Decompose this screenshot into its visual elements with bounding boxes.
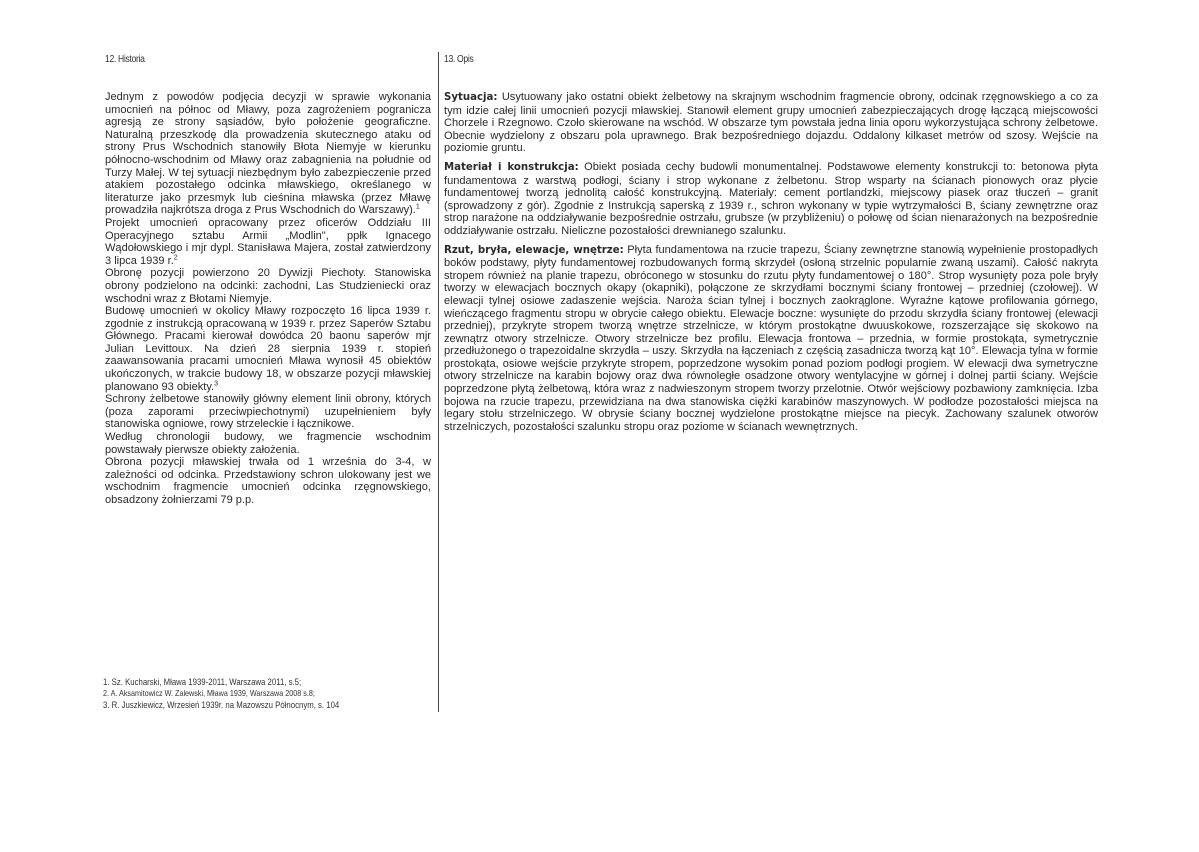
description-section-sytuacja [444,91,1098,155]
section-text: Usytuowany jako ostatni obiekt żelbetowy na skrajnym wschodnim fragmencie obrony, odcinak rzęgnowskiego a co za tym idzie całej linii umocnień pozycji mławskiej. Stanowił element grupy umocnień zabezpieczających drogę łączącą miejscowości Chorzele i Rzegnowo. Czoło skierowane na wschód. W obszarze tym powstała jedna linia oporu wykorzystująca schrony żelbetowe. Obecnie wydzielony z obszaru pola uprawnego. Brak bezpośredniego dojazdu. Oddalony kilkaset metrów od szosy. Wejście na poziomie gruntu. [444,91,1098,155]
section-lead: Sytuacja: [444,92,498,103]
column-divider [438,52,439,712]
history-paragraph: Budowę umocnień w okolicy Mławy rozpoczęto 16 lipca 1939 r. zgodnie z instrukcją opracowaną w 1939 r. przez Saperów Sztabu Głównego. Pracami kierował dowódca 20 baonu saperów mjr Julian Levittoux. Na dzień 28 sierpnia 1939 r. stopień zaawansowania pracami umocnień Mława wynosił 45 obiektów ukończonych, w trakcie budowy 18, w obszarze pozycji mławskiej planowano 93 obiekty.$^3$ [105,305,431,393]
history-paragraph: Jednym z powodów podjęcia decyzji w sprawie wykonania umocnień na północ od Mławy, poza zagrożeniem pogranicza agresją ze strony sąsiadów, było położenie geograficzne. Naturalną przeszkodę dla prowadzenia skutecznego ataku od strony Prus Wschodnich stanowiły Błota Niemyje w kierunku północno-wschodnim od Mławy oraz zabagnienia na południe od Turzy Małej. W tej sytuacji niezbędnym było zabezpieczenie przed atakiem pozostałego odcinka mławskiego, określanego w literaturze jako przesmyk lub cieśnina mławska (przez Mławę prowadziła najkrótsza droga z Prus Wschodnich do Warszawy).$^1$ [105,91,431,217]
footnote: 2. A. Aksamitowicz W. Zalewski, Mława 1939, Warszawa 2008 s.8; [103,688,315,699]
section-lead: Rzut, bryła, elewacje, wnętrze: [444,244,624,256]
history-paragraph: Schrony żelbetowe stanowiły główny element linii obrony, których (poza zaporami przeciwpiechotnymi) uzupełnieniem były stanowiska ogniowe, rowy strzeleckie i łącznikowe. [105,393,431,431]
history-paragraph: Obrona pozycji mławskiej trwała od 1 września do 3-4, w zależności od odcinka. Przedstawiony schron ulokowany jest we wschodnim fragmencie umocnień odcinka rzęgnowskiego, obsadzony żołnierzami 79 p.p. [105,456,431,506]
description-section-material [444,161,1098,238]
history-paragraph: Projekt umocnień opracowany przez oficerów Oddziału III Operacyjnego sztabu Armii „Modlin", ppłk Ignacego Wądołowskiego i mjr dypl. Stanisława Majera, został zatwierdzony 3 lipca 1939 r.$^2$ [105,216,431,267]
section-text: Płyta fundamentowa na rzucie trapezu, Ściany zewnętrzne stanowią wypełnienie prostopadłych boków podstawy, płyty fundamentowej rozbudowanych formą skrzydeł (osłoną strzelnic popularnie zwaną uszami). Całość nakryta stropem również na planie trapezu, obróconego w stosunku do rzutu płyty fundamentowej o 180°. Strop wysunięty poza pole bryły tworzy w elewacjach bocznych okapy (okapniki), połączone ze skrzydłami bocznymi ściany frontowej – przedniej (czołowej). W elewacji tylnej osiowe zadaszenie wejścia. Naroża ścian tylnej i bocznych zaokrąglone. Wyraźne kątowe profilowania górnego, wieńczącego fragmentu stropu w obrycie całego obiektu. Elewacje boczne: wysunięte do przodu skrzydła ściany frontowej (elewacji przedniej), przykryte stropem tworzą wnętrze strzelnicze, w którym prostokątne dwuuskokowe, rozszerzające się skokowo na zewnątrz otwory strzelnicze. Otwory strzelnicze bez profilu. Elewacja frontowa – przednia, w formie prostokąta, symetrycznie przedłużonego o trapezoidalne skrzydła – uszy. Skrzydła na łączeniach z częścią zasadnicza tworzą kąt 10°. Elewacja tylna w formie prostokąta, osiowe wejście przykryte stropem, poprzedzone wysokim ponad poziom podłogi progiem. W elewacji dwa symetryczne otwory strzelnicze na karabin bojowy oraz dwa równoległe osadzone otwory wentylacyjne w górnej i dolnej partii ściany. Wejście poprzedzone płytą żelbetową, która wraz z nadwieszonym stropem tworzy przelotnie. Otwór wejściowy pozbawiony zamknięcia. Izba bojowa na rzucie trapezu, przewidziana na dwa stanowiska ciężki karabinów maszynowych. W podłodze pozostałości miejsca na legary stołu strzelniczego. W obrysie ściany bocznej wydzielone prostokątne miejsce na piecyk. Zachowany szalunek otworów strzelniczych, pozostałości szalunku stropu oraz poziome w ścianach wewnętrznych. [444,243,1098,433]
section-heading-opis: 13. Opis [444,53,474,65]
history-paragraph: Według chronologii budowy, we fragmencie wschodnim powstawały pierwsze obiekty założenia. [105,431,431,456]
footnote: 1. Sz. Kucharski, Mława 1939-2011, Warszawa 2011, s.5; [103,677,302,688]
description-column [444,91,1098,433]
section-text: Obiekt posiada cechy budowli monumentalnej. Podstawowe elementy konstrukcji to: betonowa płyta fundamentowa z warstwą podłogi, ściany i strop wykonane z żelbetonu. Strop wsparty na ścianach pionowych oraz płycie fundamentowej tworzą jednolitą całość konstrukcyjną. Materiały: cement portlandzki, miejscowy piasek oraz tłuczeń – granit (sprowadzony z gór). Zgodnie z Instrukcją saperską z 1939 r., schron wykonany w typie wytrzymałości B, ściany zewnętrzne oraz strop narażone na oddziaływanie bezpośrednie ostrzału, grubsze (w przybliżeniu) o połowę od ścian nienarażonych na bezpośrednie oddziaływanie ostrzału. Nieliczne pozostałości drewnianego szalunku. [444,160,1098,237]
history-column [105,91,431,507]
footnote: 3. R. Juszkiewicz, Wrzesień 1939r. na Mazowszu Północnym, s. 104 [103,699,340,711]
footnote-marker: 3 [214,379,219,387]
footnote-marker: 2 [173,254,178,262]
section-heading-historia: 12. Historia [105,53,145,65]
history-paragraph: Obronę pozycji powierzono 20 Dywizji Piechoty. Stanowiska obrony podzielono na odcinki: zachodni, Las Studzieniecki oraz wschodni wraz z Błotami Niemyje. [105,267,431,305]
section-lead: Materiał i konstrukcja: [444,161,579,173]
footnote-marker: 1 [415,203,420,211]
footnotes [103,677,433,711]
description-section-rzut [444,244,1098,434]
